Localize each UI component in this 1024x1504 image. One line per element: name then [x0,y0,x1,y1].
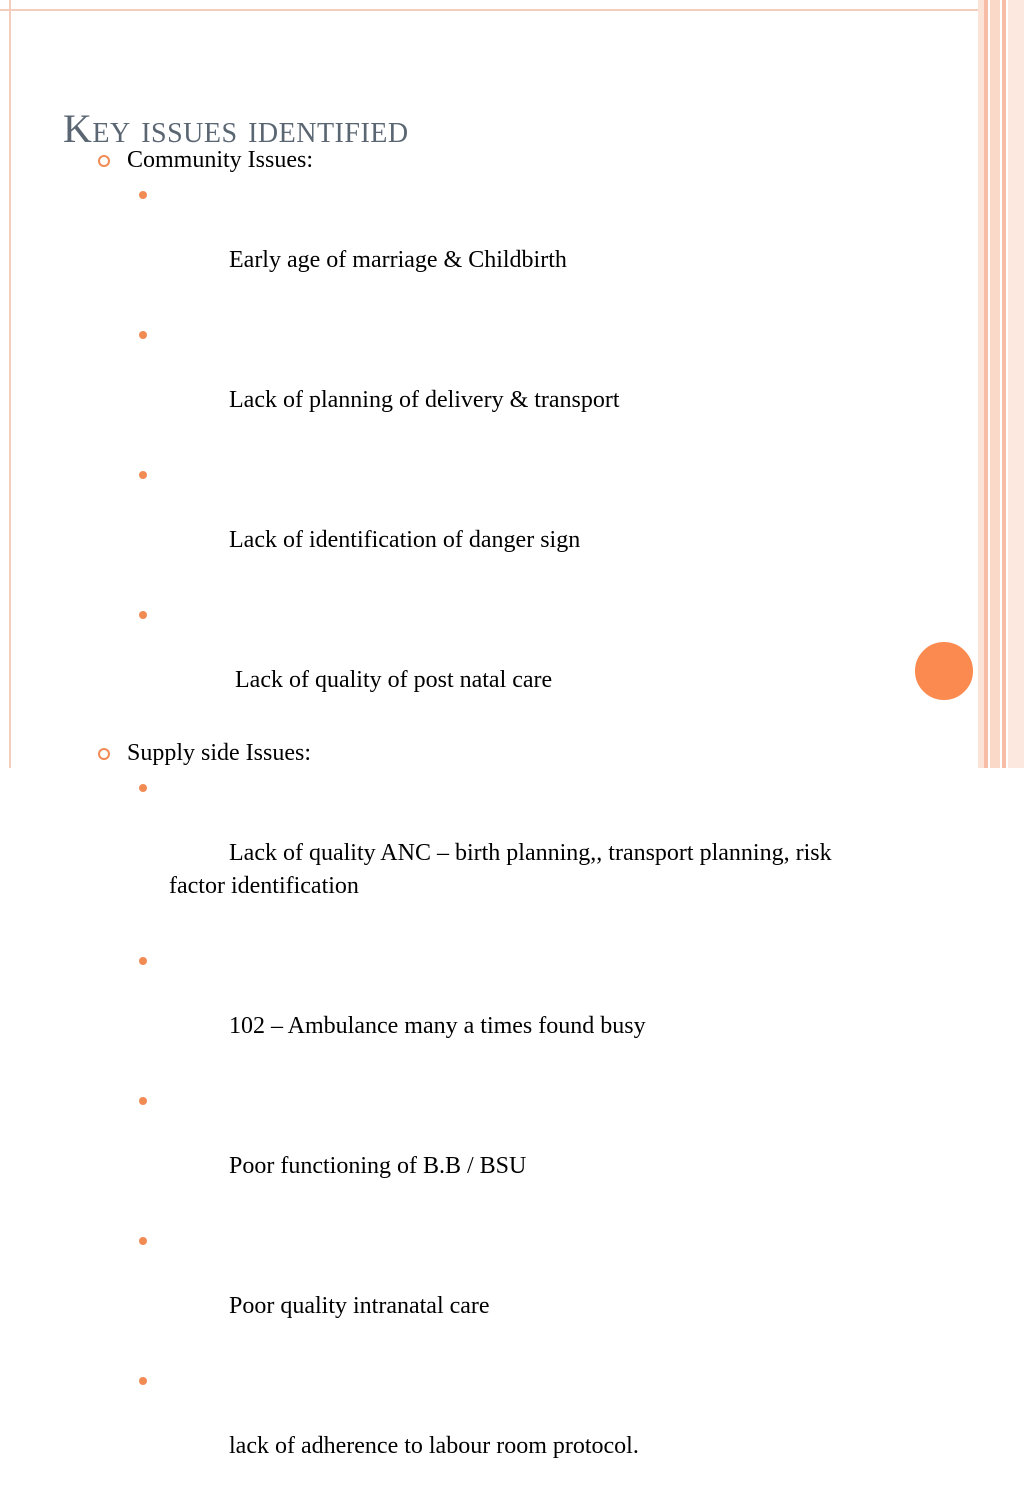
group-heading-text: Community Issues: [127,147,314,173]
list-item [96,318,856,450]
list-item [96,458,856,590]
dot-bullet-icon [139,471,147,479]
right-stripe [990,0,1000,768]
bullet-group-community [96,145,856,730]
list-item-text: 102 – Ambulance many a times found busy [229,1013,646,1039]
group-heading-text: Supply side Issues: [127,740,312,766]
group-heading [96,738,856,771]
list-item [96,1084,856,1216]
list-item [96,771,849,936]
frame-left-line [9,0,11,768]
dot-bullet-icon [139,1237,147,1245]
right-stripe [1002,0,1006,768]
group-heading [96,145,856,178]
bullet-group-supply [96,738,856,1496]
slide-content [96,145,856,1504]
list-item-text: Lack of quality of post natal care [229,667,553,693]
list-item-text: lack of adherence to labour room protocol. [229,1433,639,1459]
list-item [96,1364,856,1496]
right-stripe [1008,0,1024,768]
list-item-text: Early age of marriage & Childbirth [229,247,567,273]
sub-bullet-list [96,178,856,730]
list-item-text: Poor functioning of B.B / BSU [229,1153,527,1179]
sub-bullet-list [96,771,856,1496]
ring-bullet-icon [98,155,110,167]
dot-bullet-icon [139,191,147,199]
dot-bullet-icon [139,331,147,339]
list-item [96,944,856,1076]
ring-bullet-icon [98,748,110,760]
dot-bullet-icon [139,611,147,619]
dot-bullet-icon [139,957,147,965]
list-item [96,598,856,730]
list-item-text: Poor quality intranatal care [229,1293,490,1319]
slide-title: Key issues identified [63,106,409,151]
list-item [96,178,856,310]
list-item [96,1224,856,1356]
decorative-orange-circle [913,640,975,702]
right-stripe [984,0,988,768]
dot-bullet-icon [139,1377,147,1385]
frame-top-line [0,9,980,11]
list-item-text: Lack of planning of delivery & transport [229,387,620,413]
list-item-text: Lack of identification of danger sign [229,527,581,553]
dot-bullet-icon [139,784,147,792]
dot-bullet-icon [139,1097,147,1105]
list-item-text: Lack of quality ANC – birth planning,, transport planning, risk factor identification [169,840,838,899]
